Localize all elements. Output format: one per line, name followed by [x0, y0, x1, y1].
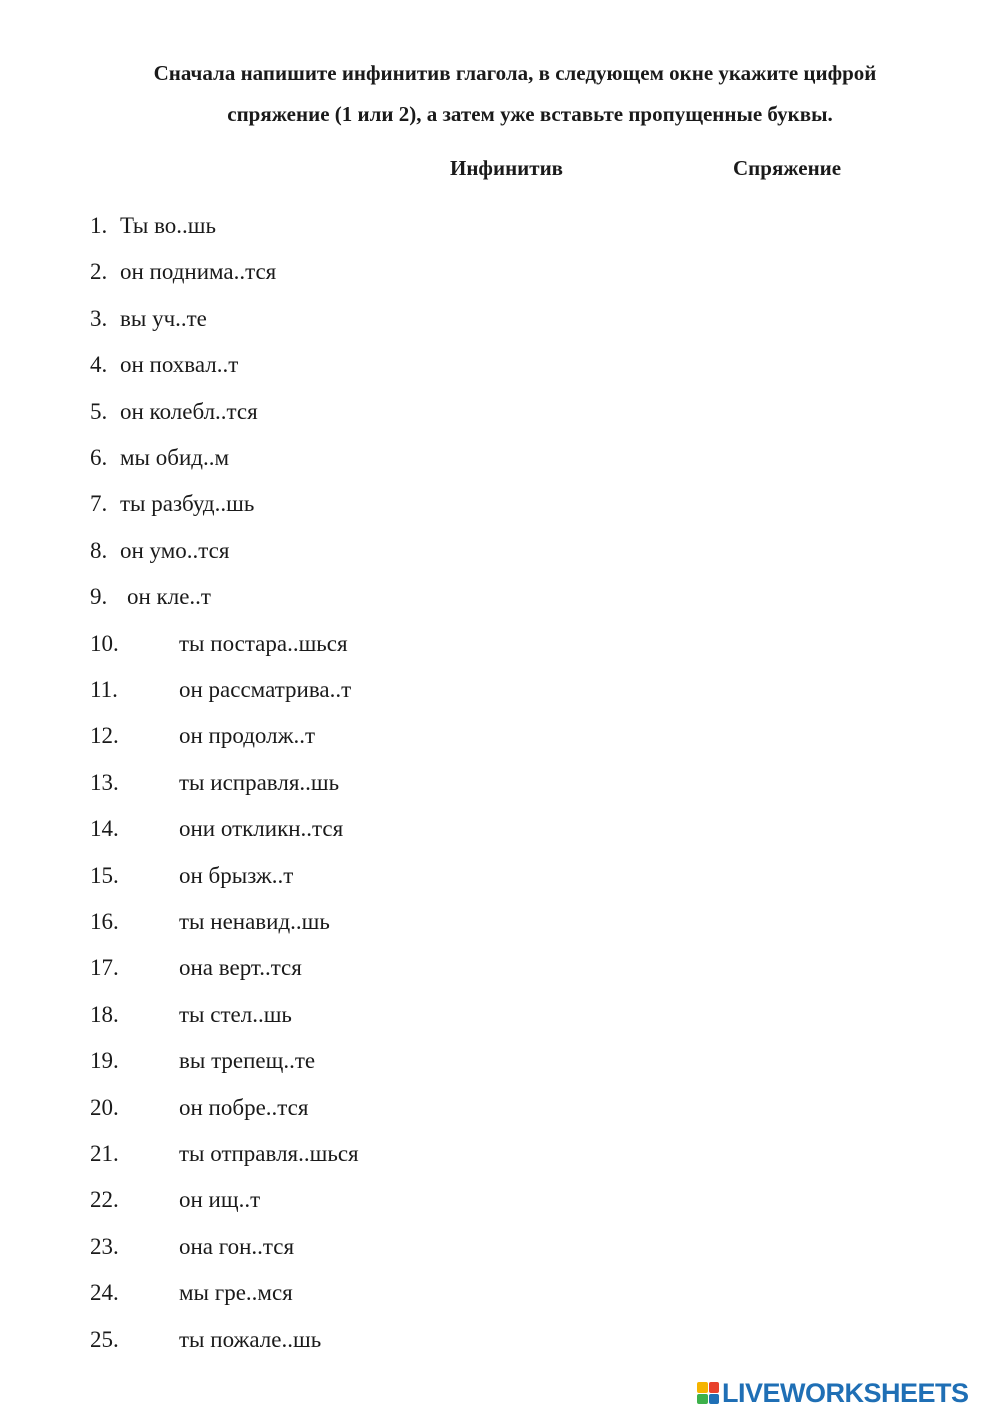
item-number: 3. — [90, 306, 108, 331]
item-text: он кле..т — [127, 584, 211, 609]
item-number: 17. — [90, 955, 119, 980]
instruction-line-2: спряжение (1 или 2), а затем уже вставьте пропущенные буквы. — [227, 102, 833, 126]
item-number: 14. — [90, 816, 119, 841]
item-text: он колебл..тся — [120, 399, 258, 424]
instruction-line-1: Сначала напишите инфинитив глагола, в следующем окне укажите цифрой — [153, 61, 877, 85]
item-text: ты стел..шь — [179, 1002, 292, 1027]
item-text: ты разбуд..шь — [120, 491, 255, 516]
item-number: 16. — [90, 909, 119, 934]
item-number: 13. — [90, 770, 119, 795]
item-number: 25. — [90, 1327, 119, 1352]
item-number: 9. — [90, 584, 108, 609]
item-number: 21. — [90, 1141, 119, 1166]
item-number: 2. — [90, 259, 108, 284]
item-number: 19. — [90, 1048, 119, 1073]
item-number: 22. — [90, 1187, 119, 1212]
item-text: ты пожале..шь — [179, 1327, 322, 1352]
item-text: мы обид..м — [120, 445, 230, 470]
item-text: он брызж..т — [179, 863, 294, 888]
item-text: мы гре..мся — [179, 1280, 293, 1305]
item-number: 5. — [90, 399, 108, 424]
item-text: она верт..тся — [179, 955, 302, 980]
item-number: 4. — [90, 352, 108, 377]
item-number: 20. — [90, 1095, 119, 1120]
item-number: 8. — [90, 538, 108, 563]
item-number: 18. — [90, 1002, 119, 1027]
item-text: вы уч..те — [120, 306, 207, 331]
logo-text: LIVEWORKSHEETS — [722, 1377, 969, 1408]
item-text: вы трепещ..те — [179, 1048, 316, 1073]
item-text: он умо..тся — [120, 538, 230, 563]
item-number: 24. — [90, 1280, 119, 1305]
item-text: она гон..тся — [179, 1234, 295, 1259]
item-number: 15. — [90, 863, 119, 888]
item-text: он рассматрива..т — [179, 677, 352, 702]
item-number: 1. — [90, 213, 108, 238]
item-number: 23. — [90, 1234, 119, 1259]
item-text: он поднима..тся — [120, 259, 277, 284]
item-text: он побре..тся — [179, 1095, 309, 1120]
item-text: он ищ..т — [179, 1187, 261, 1212]
item-number: 6. — [90, 445, 108, 470]
item-text: ты исправля..шь — [179, 770, 340, 795]
item-number: 7. — [90, 491, 108, 516]
item-text: ты постара..шься — [179, 631, 348, 656]
item-text: ты ненавид..шь — [179, 909, 330, 934]
column-header-conjugation: Спряжение — [733, 156, 842, 180]
item-text: он продолж..т — [179, 723, 316, 748]
liveworksheets-logo-icon — [697, 1382, 719, 1404]
item-number: 10. — [90, 631, 119, 656]
liveworksheets-logo — [697, 1378, 969, 1408]
item-text: Ты во..шь — [120, 213, 217, 238]
item-text: ты отправля..шься — [179, 1141, 359, 1166]
item-number: 11. — [90, 677, 118, 702]
column-header-infinitive: Инфинитив — [450, 156, 564, 180]
item-number: 12. — [90, 723, 119, 748]
item-text: они откликн..тся — [179, 816, 344, 841]
item-text: он похвал..т — [120, 352, 239, 377]
